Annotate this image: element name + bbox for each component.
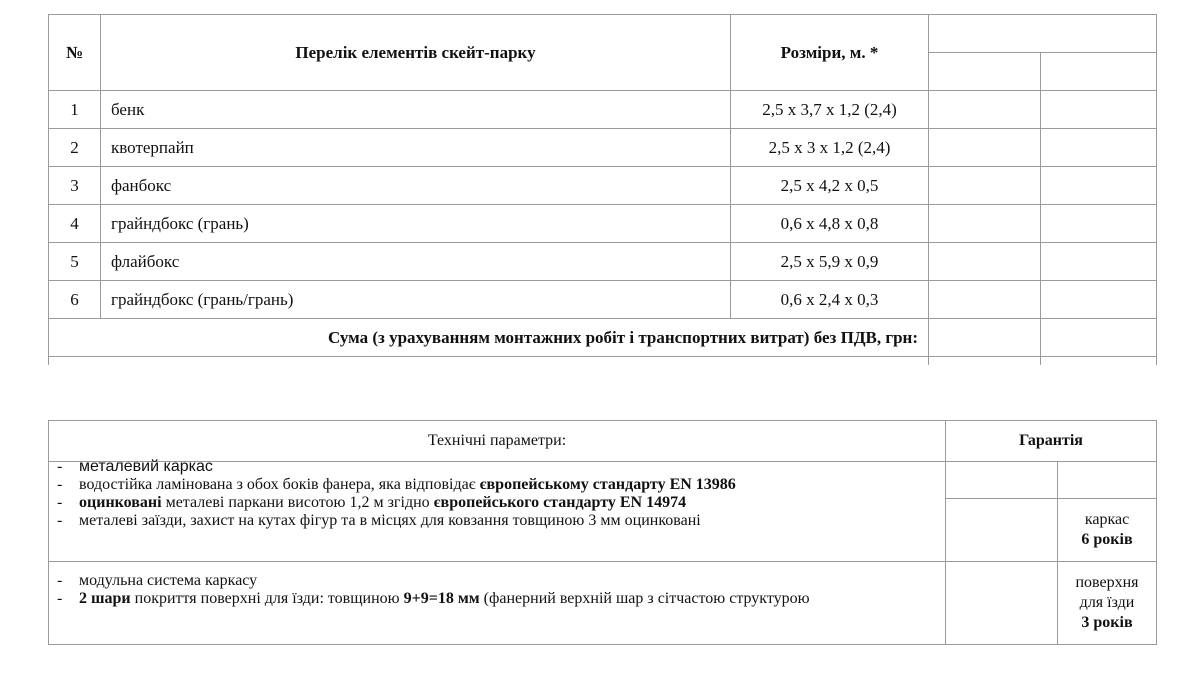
- guarantee-surface-left: [946, 562, 1058, 645]
- table-row: [49, 205, 1157, 243]
- row-size: 2,5 х 3,7 х 1,2 (2,4): [731, 91, 929, 129]
- row-empty: [1041, 281, 1157, 319]
- row-name: квотерпайп: [101, 129, 731, 167]
- row-empty: [929, 91, 1041, 129]
- table-row: [49, 129, 1157, 167]
- table-row: [49, 91, 1157, 129]
- guarantee-empty-right: [1058, 462, 1157, 499]
- header-empty-left: [929, 53, 1041, 91]
- guarantee-surface-years: 3 років: [1081, 614, 1133, 631]
- tech-group-1: [49, 458, 946, 562]
- list-item: - модульна система каркасу: [55, 572, 937, 590]
- list-item: - 2 шари покриття поверхні для їзди: товщиною 9+9=18 мм (фанерний верхній шар з сітчастою структурою: [55, 590, 937, 608]
- guarantee-surface-label1: поверхня: [1075, 574, 1139, 591]
- row-empty: [1041, 167, 1157, 205]
- row-empty: [929, 129, 1041, 167]
- row-size: 0,6 х 4,8 х 0,8: [731, 205, 929, 243]
- header-empty-top: [929, 15, 1157, 53]
- row-num: 2: [49, 129, 101, 167]
- sum-label: Сума (з урахуванням монтажних робіт і транспортних витрат) без ПДВ, грн:: [49, 319, 929, 357]
- guarantee-frame-years: 6 років: [1081, 531, 1133, 548]
- row-size: 2,5 х 5,9 х 0,9: [731, 243, 929, 281]
- tech-group-2: [49, 562, 946, 645]
- row-empty: [929, 243, 1041, 281]
- row-size: 0,6 х 2,4 х 0,3: [731, 281, 929, 319]
- row-empty: [929, 281, 1041, 319]
- table-row: [49, 281, 1157, 319]
- row-empty: [1041, 243, 1157, 281]
- row-num: 3: [49, 167, 101, 205]
- header-empty-right: [1041, 53, 1157, 91]
- row-num: 4: [49, 205, 101, 243]
- row-empty: [929, 205, 1041, 243]
- row-empty: [1041, 91, 1157, 129]
- row-name: грайндбокс (грань): [101, 205, 731, 243]
- row-name: флайбокс: [101, 243, 731, 281]
- row-name: бенк: [101, 91, 731, 129]
- guarantee-surface-label2: для їзди: [1079, 594, 1135, 611]
- tech-params-title: Технічні параметри:: [49, 421, 946, 462]
- header-size: Розміри, м. *: [731, 15, 929, 91]
- sum-row: [49, 319, 1157, 357]
- row-empty: [1041, 129, 1157, 167]
- sum-empty: [929, 319, 1041, 357]
- row-size: 2,5 х 4,2 х 0,5: [731, 167, 929, 205]
- guarantee-empty-left: [946, 462, 1058, 499]
- guarantee-title: Гарантія: [946, 421, 1157, 462]
- row-size: 2,5 х 3 х 1,2 (2,4): [731, 129, 929, 167]
- header-num: №: [49, 15, 101, 91]
- list-item: - водостійка ламінована з обох боків фанера, яка відповідає європейському стандарту EN 13986: [55, 476, 937, 494]
- sum-empty: [1041, 319, 1157, 357]
- elements-table: [48, 14, 1157, 365]
- table-row: [49, 167, 1157, 205]
- header-list: Перелік елементів скейт-парку: [101, 15, 731, 91]
- guarantee-frame: [1058, 499, 1157, 562]
- row-empty: [929, 167, 1041, 205]
- guarantee-frame-left: [946, 499, 1058, 562]
- technical-parameters-table: [48, 420, 1157, 645]
- row-num: 6: [49, 281, 101, 319]
- row-num: 1: [49, 91, 101, 129]
- row-empty: [1041, 205, 1157, 243]
- table-row: [49, 243, 1157, 281]
- guarantee-surface: [1058, 562, 1157, 645]
- row-name: грайндбокс (грань/грань): [101, 281, 731, 319]
- list-item: - металевий каркас: [55, 458, 937, 476]
- guarantee-frame-label: каркас: [1084, 511, 1130, 528]
- cut-off-row: [49, 357, 1157, 366]
- list-item: - металеві заїзди, захист на кутах фігур та в місцях для ковзання товщиною 3 мм оцинковані: [55, 512, 937, 530]
- row-num: 5: [49, 243, 101, 281]
- list-item: - оцинковані металеві паркани висотою 1,2 м згідно європейського стандарту EN 14974: [55, 494, 937, 512]
- row-name: фанбокс: [101, 167, 731, 205]
